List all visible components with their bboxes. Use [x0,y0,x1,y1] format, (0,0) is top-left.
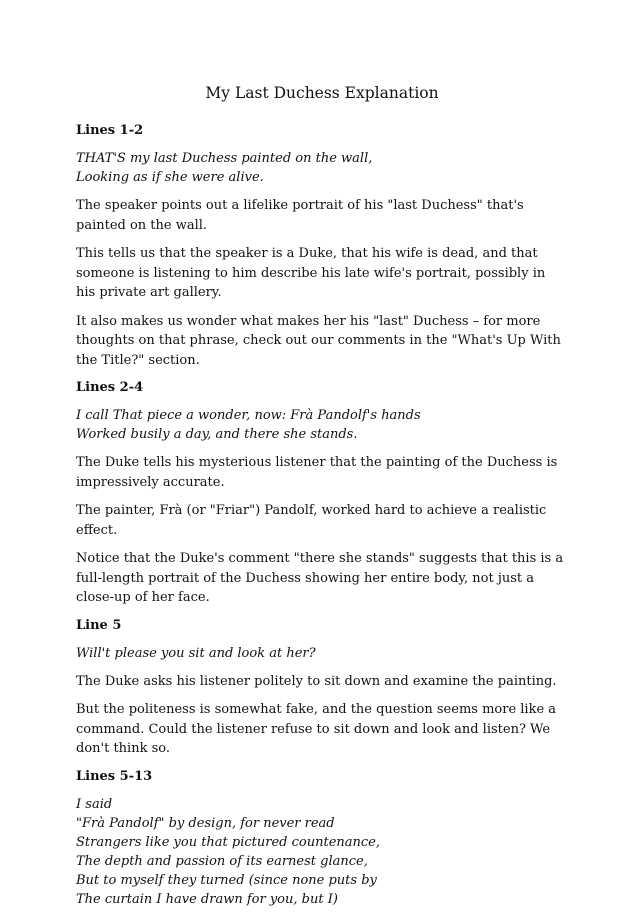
paragraph: The Duke asks his listener politely to sit down and examine the painting. [76,673,557,689]
document-page [76,82,568,918]
quote-line: "Frà Pandolf" by design, for never read [76,815,335,831]
section-lines-5-13 [76,768,568,909]
quote-line: Will't please you sit and look at her? [76,645,316,661]
section-heading: Lines 2-4 [76,380,144,395]
section-lines-1-2 [76,122,568,370]
paragraph: The Duke tells his mysterious listener that the painting of the Duchess is impressively accurate. [76,455,558,490]
poem-quote [76,795,568,909]
section-heading: Lines 1-2 [76,123,144,138]
paragraph: But the politeness is somewhat fake, and the question seems more like a command. Could the listener refuse to sit down and look and listen? We don't think so. [76,702,557,756]
quote-line: Looking as if she were alive. [76,170,264,185]
poem-quote [76,406,568,444]
quote-line: The curtain I have drawn for you, but I) [76,891,338,907]
quote-line: The depth and passion of its earnest glance, [76,853,368,869]
quote-line: Worked busily a day, and there she stands. [76,427,358,442]
paragraph: It also makes us wonder what makes her his "last" Duchess – for more thoughts on that phrase, check out our comments in the "What's Up With the Title?" section. [76,313,561,368]
poem-quote [76,149,568,187]
quote-line: But to myself they turned (since none puts by [76,872,377,888]
poem-quote [76,644,568,663]
paragraph: The speaker points out a lifelike portrait of his "last Duchess" that's painted on the wall. [76,198,524,233]
quote-line: I call That piece a wonder, now: Frà Pandolf's hands [76,408,421,423]
section-line-5 [76,617,568,759]
section-heading: Lines 5-13 [76,768,153,784]
quote-line: I said [76,796,113,812]
paragraph: Notice that the Duke's comment "there she stands" suggests that this is a full-length portrait of the Duchess showing her entire body, not just a close-up of her face. [76,551,564,605]
quote-line: THAT'S my last Duchess painted on the wall, [76,151,373,166]
document-title: My Last Duchess Explanation [205,84,439,102]
section-heading: Line 5 [76,617,122,633]
quote-line: Strangers like you that pictured countenance, [76,834,380,850]
paragraph: This tells us that the speaker is a Duke, that his wife is dead, and that someone is listening to him describe his late wife's portrait, possibly in his private art gallery. [76,246,546,300]
paragraph: The painter, Frà (or "Friar") Pandolf, worked hard to achieve a realistic effect. [76,503,547,538]
section-lines-2-4 [76,379,568,608]
